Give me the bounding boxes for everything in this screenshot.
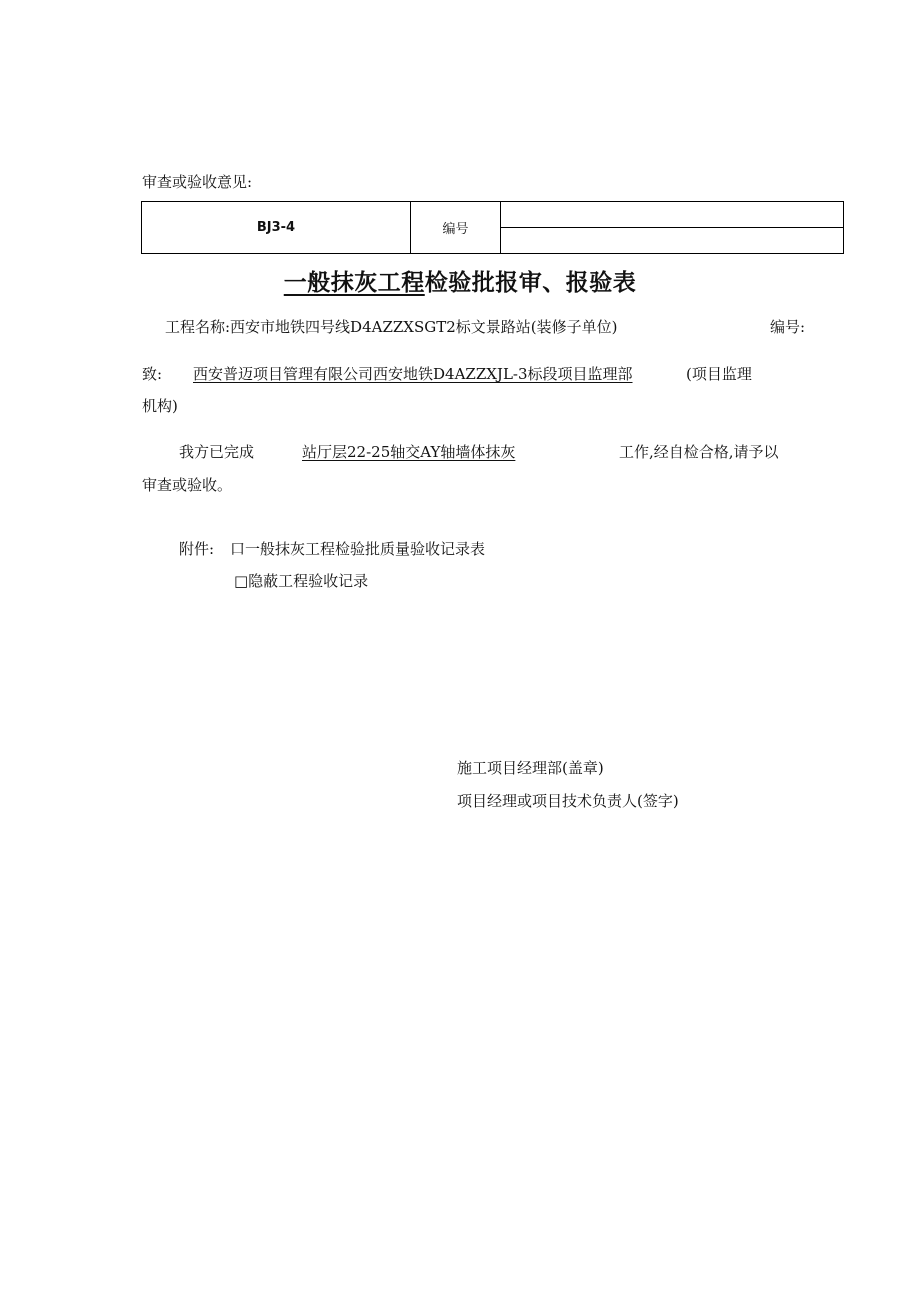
completion-work-item: 站厅层22-25轴交AY轴墙体抹灰 xyxy=(302,443,516,461)
number-label-cell: 编号 xyxy=(411,202,501,254)
to-suffix-continued: 机构) xyxy=(142,397,178,415)
number-value-cell-1[interactable] xyxy=(501,202,844,228)
project-manager-signature: 项目经理或项目技术负责人(签字) xyxy=(457,792,679,810)
completion-suffix-continued: 审查或验收。 xyxy=(142,476,233,494)
number-value-cell-2[interactable] xyxy=(501,228,844,254)
attachment-item[interactable]: 口一般抹灰工程检验批质量验收记录表 xyxy=(230,540,486,558)
completion-suffix: 工作,经自检合格,请予以 xyxy=(619,443,779,461)
form-title-underlined: 一般抹灰工程 xyxy=(283,270,425,296)
form-title xyxy=(0,264,920,297)
to-label: 致: xyxy=(142,365,163,383)
number-label: 编号: xyxy=(770,318,806,336)
form-header-table xyxy=(141,201,844,254)
attachments-label: 附件: xyxy=(179,540,215,558)
completion-prefix: 我方已完成 xyxy=(179,443,255,461)
attachment-item[interactable]: □隐蔽工程验收记录 xyxy=(234,572,369,590)
project-name-line: 工程名称:西安市地铁四号线D4AZZXSGT2标文景路站(装修子单位) xyxy=(165,318,618,336)
to-suffix: (项目监理 xyxy=(686,365,752,383)
to-recipient: 西安普迈项目管理有限公司西安地铁D4AZZXJL-3标段项目监理部 xyxy=(193,365,633,383)
construction-dept-seal: 施工项目经理部(盖章) xyxy=(457,759,604,777)
form-title-rest: 检验批报审、报验表 xyxy=(424,270,637,296)
review-opinion-label: 审查或验收意见: xyxy=(142,173,253,191)
form-code-cell: BJ3-4 xyxy=(142,202,411,254)
